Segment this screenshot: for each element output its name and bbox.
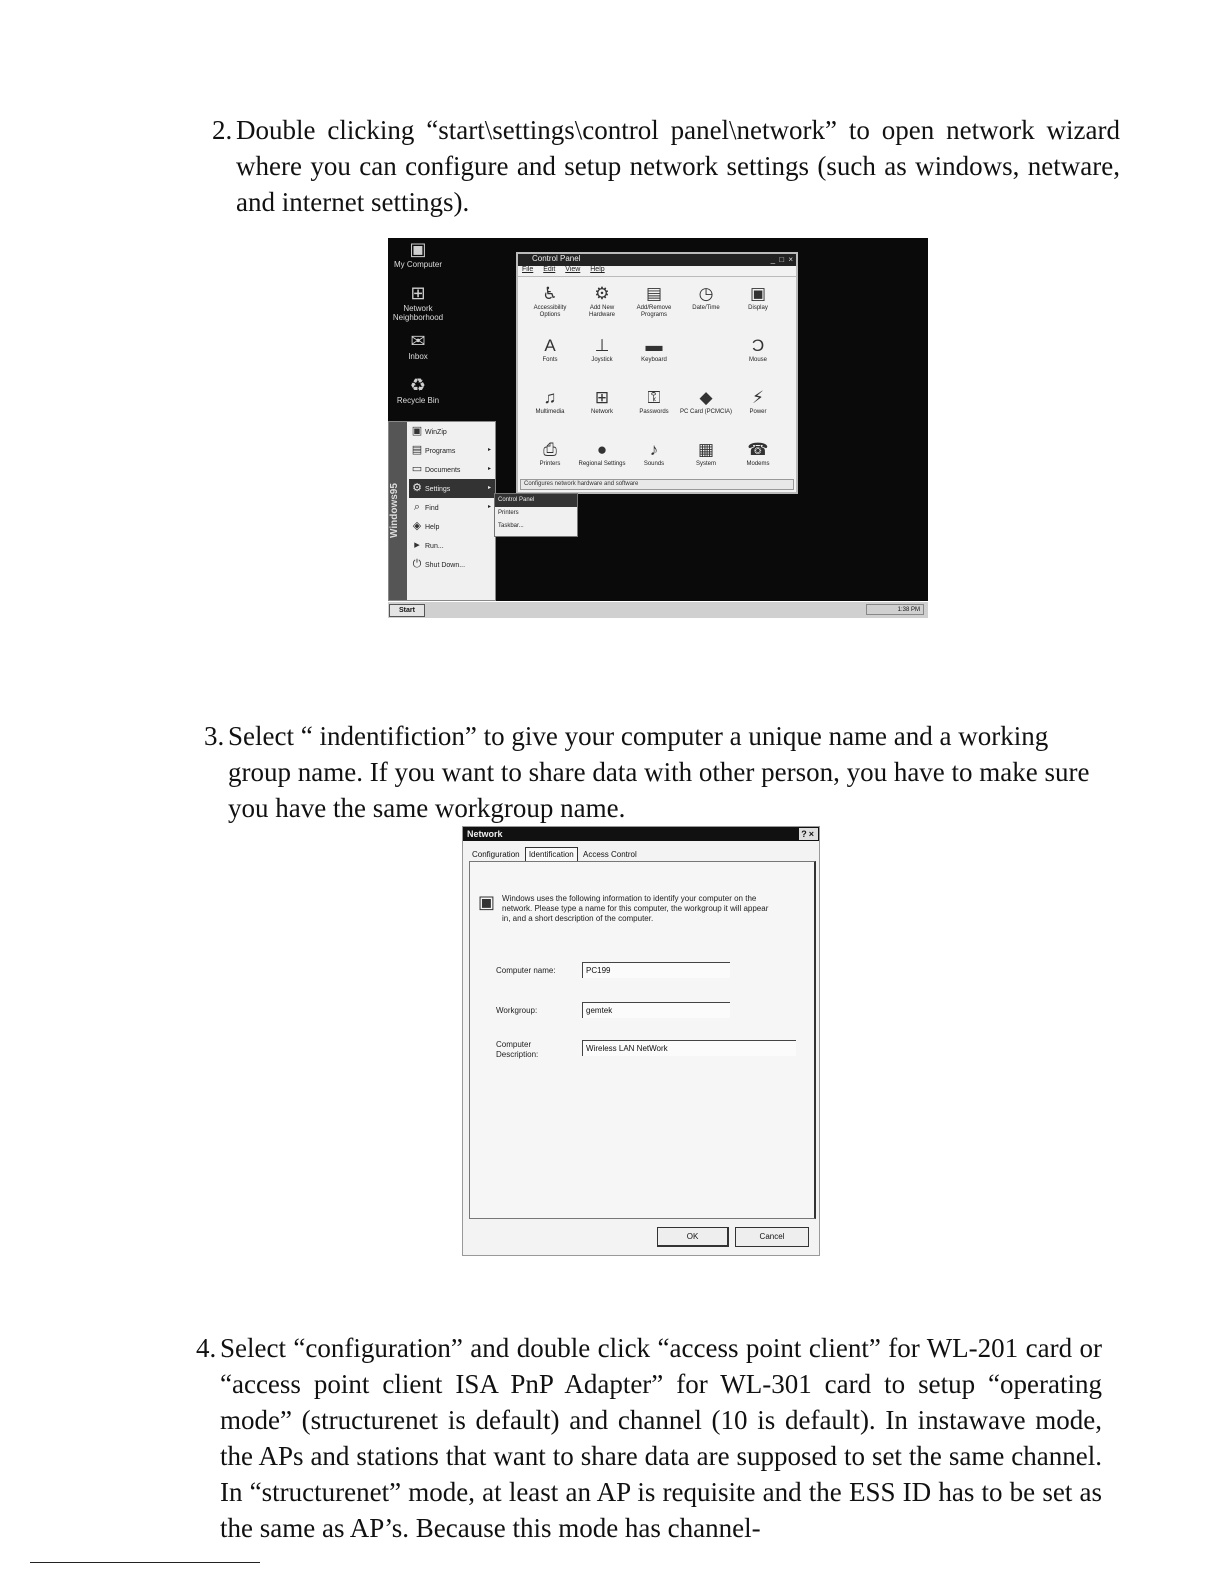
- dialog-tabs: [469, 847, 640, 861]
- fonts-icon: A: [544, 336, 556, 355]
- computer-name-input[interactable]: PC199: [582, 962, 730, 978]
- window-buttons[interactable]: _ □ ×: [770, 255, 794, 264]
- control-panel-item[interactable]: [576, 439, 628, 481]
- control-panel-item[interactable]: [524, 439, 576, 481]
- start-button[interactable]: Start: [389, 604, 425, 617]
- footnote-rule: [30, 1562, 260, 1563]
- control-panel-item[interactable]: [524, 283, 576, 325]
- start-menu-item[interactable]: [409, 441, 495, 460]
- control-panel-item[interactable]: [680, 439, 732, 481]
- control-panel-item[interactable]: [732, 439, 784, 481]
- modem-icon: ☎: [747, 440, 769, 459]
- control-panel-item[interactable]: [732, 283, 784, 325]
- pc-card-icon: ◆: [699, 388, 713, 407]
- control-panel-item-label: Accessibility Options: [533, 305, 567, 318]
- start-menu-item[interactable]: [409, 555, 495, 574]
- control-panel-item-label: Passwords: [639, 409, 669, 415]
- control-panel-item-label: Add/Remove Programs: [636, 305, 672, 318]
- desktop-icon-label: Recycle Bin: [396, 396, 440, 405]
- computer-description-input[interactable]: Wireless LAN NetWork: [582, 1040, 796, 1056]
- inbox-icon[interactable]: ✉ Inbox: [408, 331, 428, 361]
- submenu-printers[interactable]: Printers: [498, 510, 519, 516]
- step-text: Select “configuration” and double click “access point client” for WL-201 card or “access point client ISA PnP Adapter” for WL-301 card to setup “operating mode” (structurenet is default) and channel (10 is default). In instawave mode, the APs and stations that want to share data are supposed to set the same channel. In “structurenet” mode, at least an AP is requisite and the ESS ID has to be set as the same as AP’s. Because this mode has channel-: [220, 1333, 1102, 1543]
- start-menu-band: Windows95: [389, 422, 407, 600]
- menu-view[interactable]: View: [565, 266, 581, 273]
- keyboard-icon: ▬: [645, 336, 663, 355]
- control-panel-item[interactable]: [576, 335, 628, 377]
- start-menu-item-icon: ▸: [414, 539, 420, 551]
- power-icon: ⚡: [752, 388, 764, 407]
- control-panel-item-label: Fonts: [542, 357, 558, 363]
- computer-name-label: Computer name:: [496, 966, 556, 975]
- step-text: Double clicking “start\settings\control panel\network” to open network wizard where you can configure and setup network settings (such as windows, netware, and internet settings).: [236, 115, 1120, 217]
- control-panel-item-label: Date/Time: [692, 305, 720, 311]
- menu-help[interactable]: Help: [590, 266, 605, 273]
- control-panel-item[interactable]: [628, 439, 680, 481]
- computer-description-label: Computer Description:: [496, 1040, 539, 1059]
- workgroup-label: Workgroup:: [496, 1006, 538, 1015]
- start-menu-item-label: Settings: [425, 486, 451, 493]
- start-menu: [388, 421, 496, 601]
- control-panel-empty-slot: [680, 335, 732, 377]
- programs-icon: ▤: [645, 284, 663, 303]
- submenu-taskbar[interactable]: Taskbar...: [498, 523, 524, 529]
- step-3-paragraph: [204, 718, 1108, 826]
- step-text: Select “ indentifiction” to give your computer a unique name and a working group name. If you want to share data with other person, you have to make sure you have the same workgroup name.: [228, 721, 1090, 823]
- control-panel-item-label: Mouse: [748, 357, 767, 363]
- accessibility-icon: ♿: [542, 284, 558, 303]
- control-panel-item-label: System: [695, 461, 716, 467]
- desktop-icon-label: My Computer: [393, 260, 442, 269]
- recycle-bin-icon[interactable]: ♻ Recycle Bin: [396, 375, 440, 405]
- start-menu-item-label: Documents: [425, 467, 461, 474]
- workgroup-input[interactable]: gemtek: [582, 1002, 730, 1018]
- start-menu-item-icon: ⏻: [412, 558, 422, 570]
- control-panel-item[interactable]: [732, 335, 784, 377]
- cancel-button[interactable]: Cancel: [735, 1227, 809, 1247]
- start-menu-item-label: WinZip: [425, 429, 447, 436]
- submenu-arrow-icon: ▸: [487, 504, 491, 510]
- control-panel-titlebar[interactable]: [518, 254, 796, 266]
- joystick-icon: ⊥: [594, 336, 610, 355]
- network-dialog: [462, 826, 820, 1256]
- dialog-title: Network: [467, 829, 503, 839]
- control-panel-item-label: Joystick: [591, 357, 613, 363]
- globe-icon: ●: [596, 440, 608, 459]
- submenu-arrow-icon: ▸: [487, 485, 491, 491]
- submenu-control-panel[interactable]: Control Panel: [495, 494, 577, 507]
- start-menu-item-label: Find: [425, 505, 439, 512]
- desktop-icon-label: Network Neighborhood: [392, 304, 444, 322]
- start-menu-item[interactable]: [409, 498, 495, 517]
- start-menu-item-label: Help: [425, 524, 440, 531]
- control-panel-item[interactable]: [680, 283, 732, 325]
- control-panel-item[interactable]: [524, 335, 576, 377]
- step-2-paragraph: [212, 112, 1120, 220]
- control-panel-item[interactable]: [628, 283, 680, 325]
- control-panel-item-label: Display: [748, 305, 768, 311]
- control-panel-window: [516, 252, 798, 494]
- network-dialog-titlebar[interactable]: [463, 827, 819, 841]
- control-panel-item-label: Modems: [746, 461, 770, 467]
- start-menu-item[interactable]: [409, 479, 495, 498]
- start-menu-item-icon: ▭: [411, 463, 423, 475]
- step-4-paragraph: [196, 1330, 1102, 1546]
- control-panel-item-label: Keyboard: [641, 357, 667, 363]
- network-icon: ⊞: [594, 388, 610, 407]
- mouse-icon: Ɔ: [751, 336, 765, 355]
- control-panel-item-label: PC Card (PCMCIA): [680, 409, 733, 415]
- start-menu-item-label: Run...: [425, 543, 444, 550]
- control-panel-item-label: Network: [590, 409, 613, 415]
- control-panel-item[interactable]: [576, 283, 628, 325]
- control-panel-item[interactable]: [732, 387, 784, 429]
- start-menu-item-label: Shut Down...: [425, 562, 466, 569]
- start-menu-item-label: Programs: [425, 448, 456, 455]
- taskbar: [388, 601, 928, 618]
- multimedia-icon: ♫: [543, 388, 557, 407]
- step-number: 4.: [196, 1333, 217, 1363]
- menu-file[interactable]: File: [522, 266, 534, 273]
- start-menu-item-icon: ◈: [412, 520, 422, 532]
- control-panel-item-label: Add New Hardware: [588, 305, 615, 318]
- control-panel-item[interactable]: [628, 387, 680, 429]
- control-panel-item-label: Power: [749, 409, 767, 415]
- clock-icon: ◷: [698, 284, 714, 303]
- identification-info-text: Windows uses the following information to identify your computer on the network. Please type a name for this computer, the workgroup it will appear in, and a short description of the computer.: [502, 894, 769, 923]
- window-title: Control Panel: [532, 254, 581, 263]
- start-menu-item-icon: ⚙: [412, 482, 422, 494]
- start-menu-item-icon: ▤: [411, 444, 423, 456]
- sounds-icon: ♪: [649, 440, 659, 459]
- hardware-icon: ⚙: [594, 284, 610, 303]
- desktop-icon-label: Inbox: [408, 352, 428, 361]
- identification-panel: [469, 861, 816, 1219]
- step-number: 3.: [204, 721, 225, 751]
- printers-icon: ⎙: [543, 440, 557, 459]
- control-panel-menubar: [518, 266, 796, 277]
- control-panel-item-label: Sounds: [643, 461, 665, 467]
- system-icon: ▦: [697, 440, 715, 459]
- tab-identification[interactable]: Identification: [525, 847, 578, 862]
- start-menu-item-icon: ▣: [411, 425, 423, 437]
- control-panel-item-label: Printers: [539, 461, 561, 467]
- tab-configuration[interactable]: Configuration: [472, 850, 520, 859]
- network-neighborhood-icon[interactable]: ⊞ Network Neighborhood: [392, 283, 444, 322]
- ok-button[interactable]: OK: [657, 1227, 729, 1247]
- submenu-arrow-icon: ▸: [487, 466, 491, 472]
- menu-edit[interactable]: Edit: [543, 266, 556, 273]
- system-tray-clock: 1:38 PM: [866, 604, 924, 615]
- help-close-buttons[interactable]: ?×: [801, 829, 816, 839]
- start-menu-item[interactable]: [409, 517, 495, 536]
- start-menu-item[interactable]: [409, 460, 495, 479]
- control-panel-item[interactable]: [576, 387, 628, 429]
- control-panel-grid: [518, 277, 796, 481]
- my-computer-icon[interactable]: ▣ My Computer: [393, 239, 442, 269]
- control-panel-item[interactable]: [680, 387, 732, 429]
- display-icon: ▣: [749, 284, 767, 303]
- start-menu-item-icon: ⌕: [413, 501, 421, 513]
- status-bar: Configures network hardware and software: [520, 479, 794, 490]
- passwords-icon: ⚿: [647, 388, 661, 407]
- step-number: 2.: [212, 115, 233, 145]
- computer-icon: ▣: [478, 892, 496, 912]
- control-panel-item[interactable]: [628, 335, 680, 377]
- desktop-screenshot: [388, 238, 928, 618]
- control-panel-item-label: Multimedia: [535, 409, 565, 415]
- tab-access-control[interactable]: Access Control: [582, 850, 637, 859]
- submenu-arrow-icon: ▸: [487, 447, 491, 453]
- start-menu-item[interactable]: [409, 422, 495, 441]
- control-panel-item[interactable]: [524, 387, 576, 429]
- settings-submenu: [494, 493, 578, 537]
- control-panel-item-label: Regional Settings: [578, 461, 626, 467]
- start-menu-item[interactable]: [409, 536, 495, 555]
